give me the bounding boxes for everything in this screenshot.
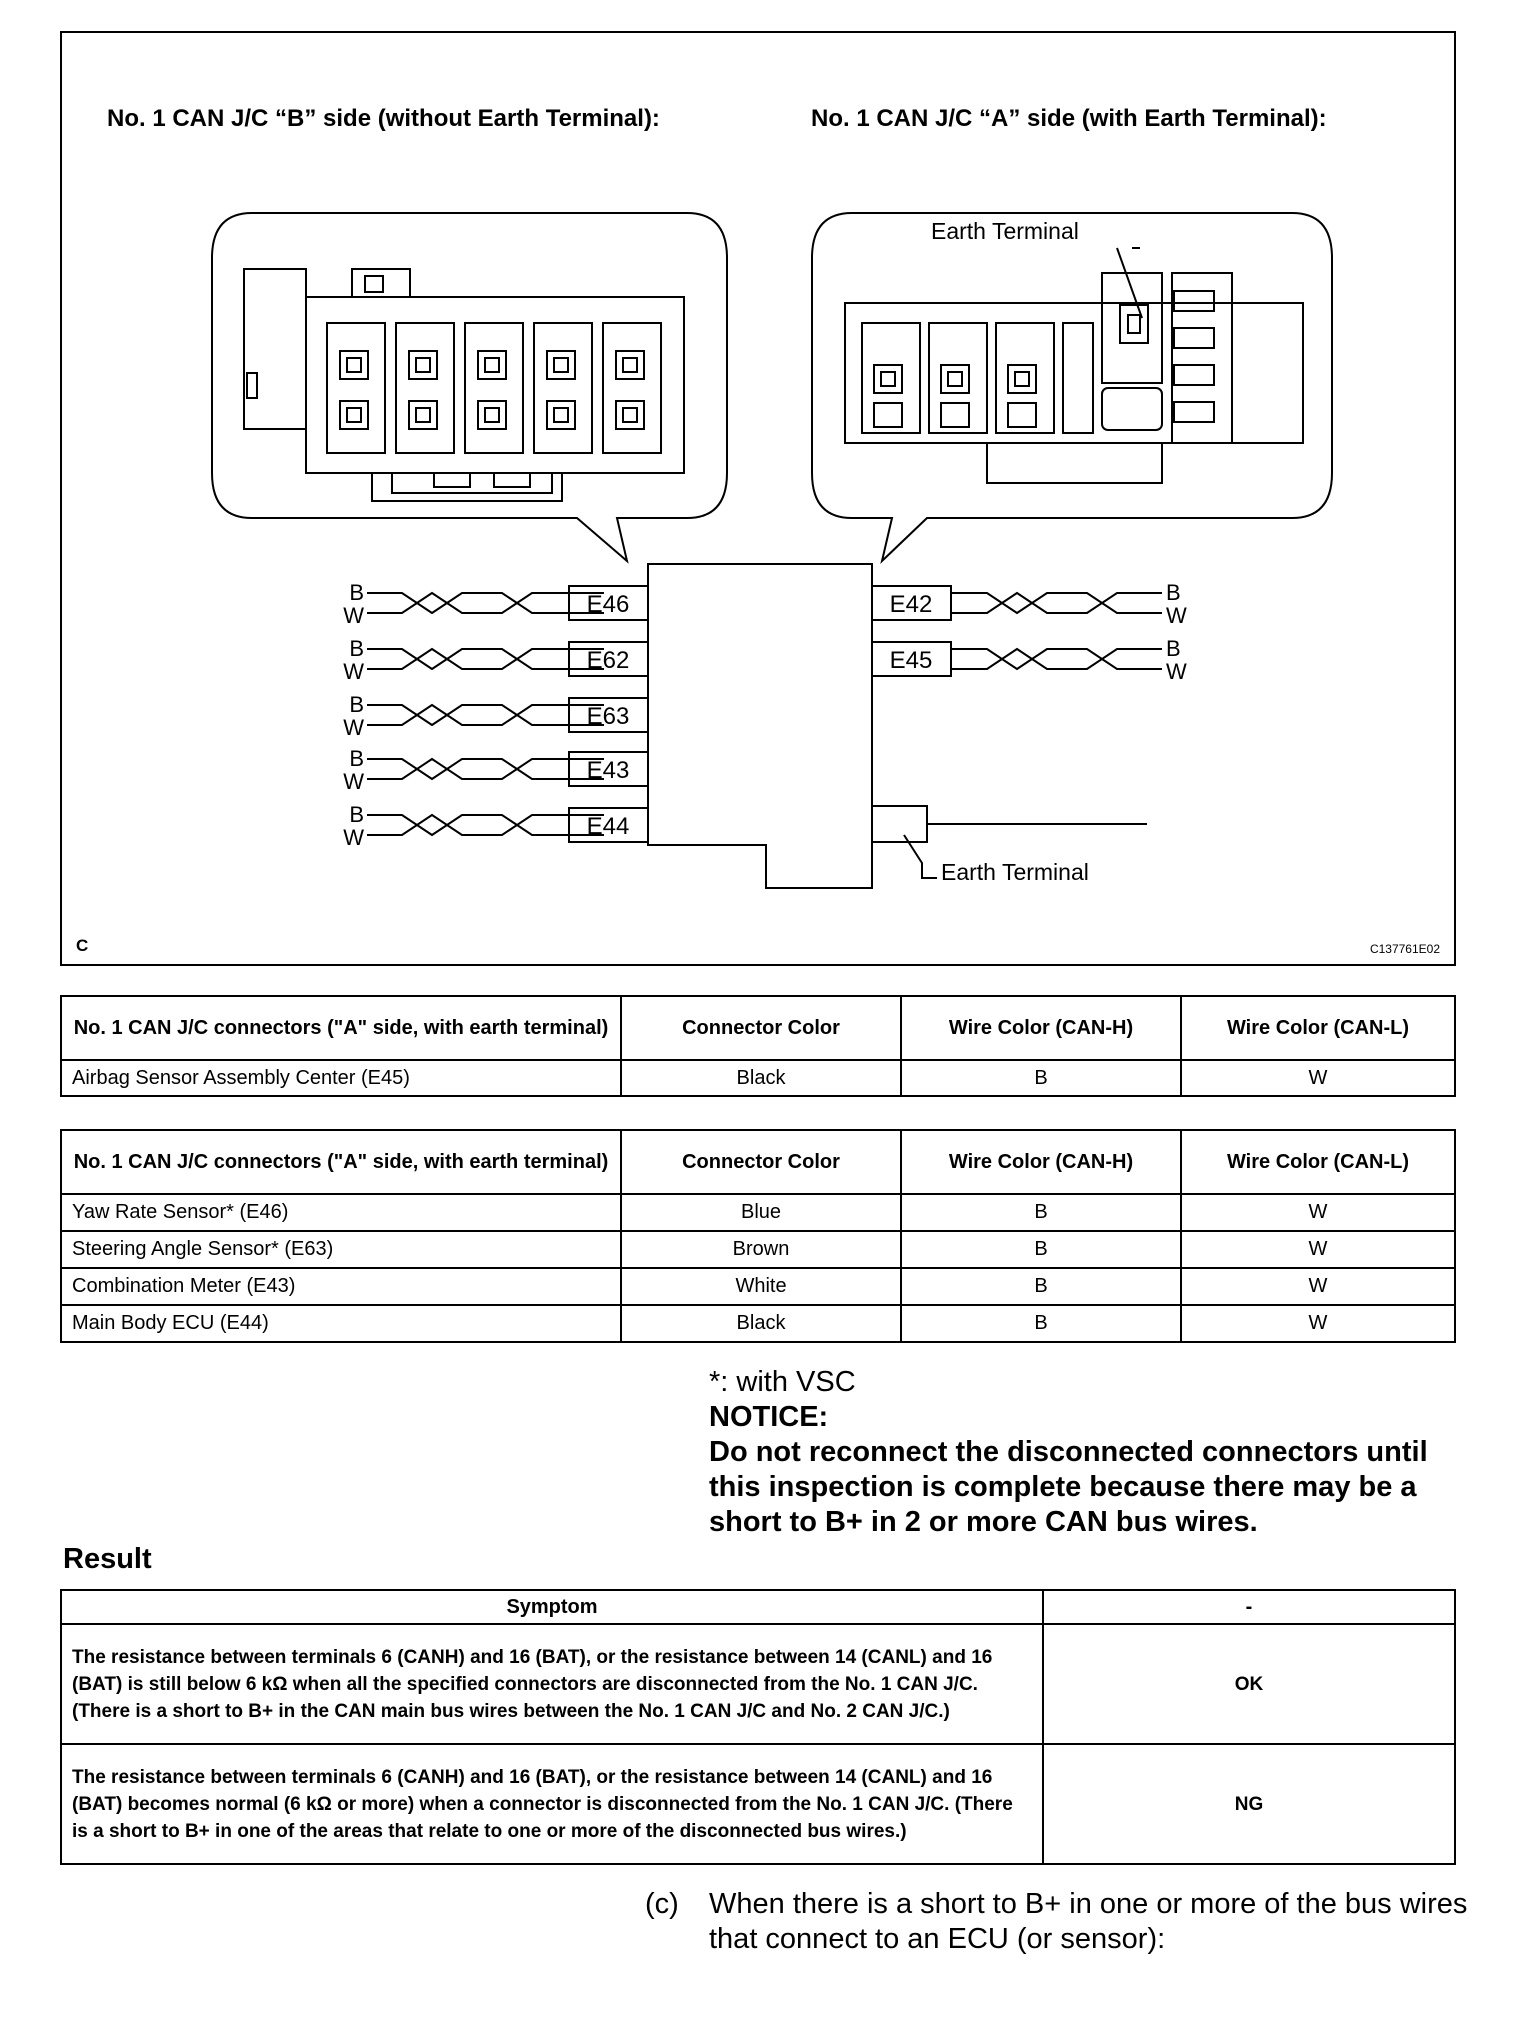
table2-header: Wire Color (CAN-L) [1181,1130,1455,1194]
table2-cell: B [901,1268,1181,1305]
table1-header: Wire Color (CAN-H) [901,996,1181,1060]
table2-cell: B [901,1194,1181,1231]
notice-title: NOTICE: [709,1401,829,1433]
table1-cell: Black [621,1060,901,1096]
connector-label-e63: E63 [586,703,630,730]
result-header: Symptom [61,1590,1043,1624]
table2-cell: Combination Meter (E43) [61,1268,621,1305]
result-symptom: The resistance between terminals 6 (CANH) and 16 (BAT), or the resistance between 14 (CANL) and 16 (BAT) is still below 6 kΩ when all the specified connectors are disconnected from the No. 1 CAN J/C. (There is a short to B+ in the CAN main bus wires between the No. 1 CAN J/C and No. 2 CAN J/C.) [61,1624,1043,1744]
table1-cell: B [901,1060,1181,1096]
result-table [60,1589,1456,1865]
b-side-title: No. 1 CAN J/C “B” side (without Earth Terminal): [107,105,660,132]
connector-label-e43: E43 [586,757,630,784]
table2-cell: B [901,1231,1181,1268]
wire-l-letter: W [343,769,364,794]
earth-terminal-label-top: Earth Terminal [931,218,1079,244]
wire-l-letter: W [1166,659,1187,684]
connector-label-e46: E46 [586,591,630,618]
wire-l-letter: W [343,715,364,740]
table2-cell: Black [621,1305,901,1342]
table1-header: Wire Color (CAN-L) [1181,996,1455,1060]
wire-l-letter: W [343,825,364,850]
result-symptom: The resistance between terminals 6 (CANH) and 16 (BAT), or the resistance between 14 (CANL) and 16 (BAT) becomes normal (6 kΩ or more) when a connector is disconnected from the No. 1 CAN J/C. (There is a short to B+ in one of the areas that relate to one or more of the disconnected bus wires.) [61,1744,1043,1864]
connector-diagram [62,33,1454,964]
table1-header: No. 1 CAN J/C connectors ("A" side, with earth terminal) [61,996,621,1060]
table2-cell: W [1181,1305,1455,1342]
table-row [61,1305,1455,1342]
result-status: NG [1043,1744,1455,1864]
connector-label-e45: E45 [889,647,933,674]
table2-header: Wire Color (CAN-H) [901,1130,1181,1194]
figure-code: C137761E02 [1369,942,1440,956]
table2-cell: Blue [621,1194,901,1231]
a-side-connector [845,248,1303,483]
wire-l-letter: W [1166,603,1187,628]
table-row [61,1268,1455,1305]
table2-cell: W [1181,1194,1455,1231]
table2-cell: Main Body ECU (E44) [61,1305,621,1342]
table1-cell: Airbag Sensor Assembly Center (E45) [61,1060,621,1096]
table2-cell: W [1181,1231,1455,1268]
notice-block [709,1365,1469,1540]
wire-l-letter: W [343,659,364,684]
result-heading: Result [63,1543,152,1575]
wire-h-letter: B [349,580,364,605]
earth-terminal-label-bottom: Earth Terminal [941,859,1089,885]
wire-h-letter: B [349,802,364,827]
b-side-callout [212,213,727,561]
wire-h-letter: B [349,636,364,661]
table2-cell: B [901,1305,1181,1342]
step-label: (c) [645,1888,679,1920]
result-header: - [1043,1590,1455,1624]
wire-l-letter: W [343,603,364,628]
connector-label-e42: E42 [889,591,933,618]
b-side-terminals [327,323,661,453]
wire-h-letter: B [349,692,364,717]
a-side-title: No. 1 CAN J/C “A” side (with Earth Terminal): [811,105,1327,132]
wiring-figure [60,31,1456,966]
footnote: *: with VSC [709,1366,856,1398]
earth-terminal-box [872,806,927,842]
wire-h-letter: B [349,746,364,771]
table2-header: No. 1 CAN J/C connectors ("A" side, with earth terminal) [61,1130,621,1194]
table2-cell: W [1181,1268,1455,1305]
table-row [61,1231,1455,1268]
wire-h-letter: B [1166,580,1181,605]
table2-header: Connector Color [621,1130,901,1194]
result-status: OK [1043,1624,1455,1744]
table2-cell: Brown [621,1231,901,1268]
table2-cell: White [621,1268,901,1305]
right-twisted-pairs [951,593,1162,669]
connector-table-1 [60,995,1456,1097]
connector-label-e62: E62 [586,647,630,674]
a-side-terminals [862,323,1093,433]
table-row [61,1194,1455,1231]
table2-cell: Yaw Rate Sensor* (E46) [61,1194,621,1231]
notice-text: Do not reconnect the disconnected connectors until this inspection is complete because there may be a short to B+ in 2 or more CAN bus wires. [709,1436,1428,1538]
table2-cell: Steering Angle Sensor* (E63) [61,1231,621,1268]
corner-letter: C [76,936,89,955]
junction-block [648,564,872,888]
b-side-connector [244,269,684,501]
table-row [61,1744,1455,1864]
connector-label-e44: E44 [586,813,630,840]
table1-cell: W [1181,1060,1455,1096]
wire-h-letter: B [1166,636,1181,661]
table-row [61,1624,1455,1744]
step-text: When there is a short to B+ in one or more of the bus wires that connect to an ECU (or sensor): [709,1888,1468,1955]
connector-table-2 [60,1129,1456,1343]
table1-header: Connector Color [621,996,901,1060]
